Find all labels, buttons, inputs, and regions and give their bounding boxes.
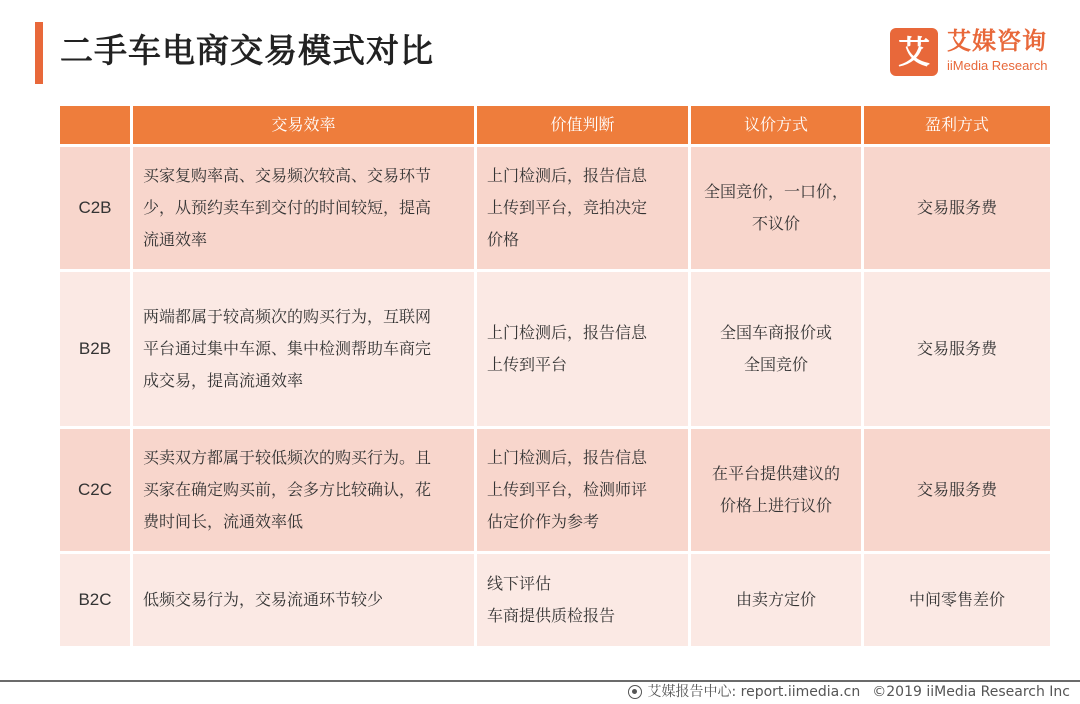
table-row — [60, 429, 1050, 551]
table-row — [60, 147, 1050, 269]
efficiency-cell: 买家复购率高、交易频次较高、交易环节 少，从预约卖车到交付的时间较短，提高 流通效率 — [133, 147, 474, 269]
footer-copyright: ©2019 iiMedia Research Inc — [872, 684, 1070, 700]
row-label: C2B — [60, 147, 130, 269]
row-label: B2B — [60, 272, 130, 426]
page-title: 二手车电商交易模式对比 — [60, 31, 434, 70]
header-cell-blank — [60, 106, 130, 144]
bargaining-cell: 全国车商报价或 全国竞价 — [691, 272, 861, 426]
profit-cell: 交易服务费 — [864, 272, 1050, 426]
table-row — [60, 272, 1050, 426]
brand-logo — [890, 26, 1070, 78]
header-cell-profit: 盈利方式 — [864, 106, 1050, 144]
row-label: C2C — [60, 429, 130, 551]
footer-source: 艾媒报告中心: report.iimedia.cn — [647, 684, 861, 700]
valuation-cell: 线下评估 车商提供质检报告 — [477, 554, 688, 646]
profit-cell: 中间零售差价 — [864, 554, 1050, 646]
valuation-cell: 上门检测后，报告信息 上传到平台，检测师评 估定价作为参考 — [477, 429, 688, 551]
footer — [628, 683, 1070, 701]
table-row — [60, 554, 1050, 646]
profit-cell: 交易服务费 — [864, 147, 1050, 269]
logo-name-en: iiMedia Research — [947, 58, 1048, 73]
profit-cell: 交易服务费 — [864, 429, 1050, 551]
report-center-icon — [628, 685, 642, 699]
bargaining-cell: 由卖方定价 — [691, 554, 861, 646]
bargaining-cell: 全国竞价，一口价， 不议价 — [691, 147, 861, 269]
header-cell-bargaining: 议价方式 — [691, 106, 861, 144]
efficiency-cell: 低频交易行为，交易流通环节较少 — [133, 554, 474, 646]
header-cell-efficiency: 交易效率 — [133, 106, 474, 144]
logo-name-cn: 艾媒咨询 — [947, 27, 1047, 55]
table-header-row — [60, 106, 1050, 144]
header-cell-valuation: 价值判断 — [477, 106, 688, 144]
valuation-cell: 上门检测后，报告信息 上传到平台 — [477, 272, 688, 426]
title-accent-bar — [35, 22, 43, 84]
row-label: B2C — [60, 554, 130, 646]
efficiency-cell: 两端都属于较高频次的购买行为，互联网 平台通过集中车源、集中检测帮助车商完 成交易，提高流通效率 — [133, 272, 474, 426]
efficiency-cell: 买卖双方都属于较低频次的购买行为。且 买家在确定购买前，会多方比较确认，花 费时间长，流通效率低 — [133, 429, 474, 551]
logo-mark-icon: 艾 — [890, 28, 938, 76]
bargaining-cell: 在平台提供建议的 价格上进行议价 — [691, 429, 861, 551]
valuation-cell: 上门检测后，报告信息 上传到平台，竞拍决定 价格 — [477, 147, 688, 269]
comparison-table — [60, 106, 1050, 649]
footer-divider — [0, 680, 1080, 682]
